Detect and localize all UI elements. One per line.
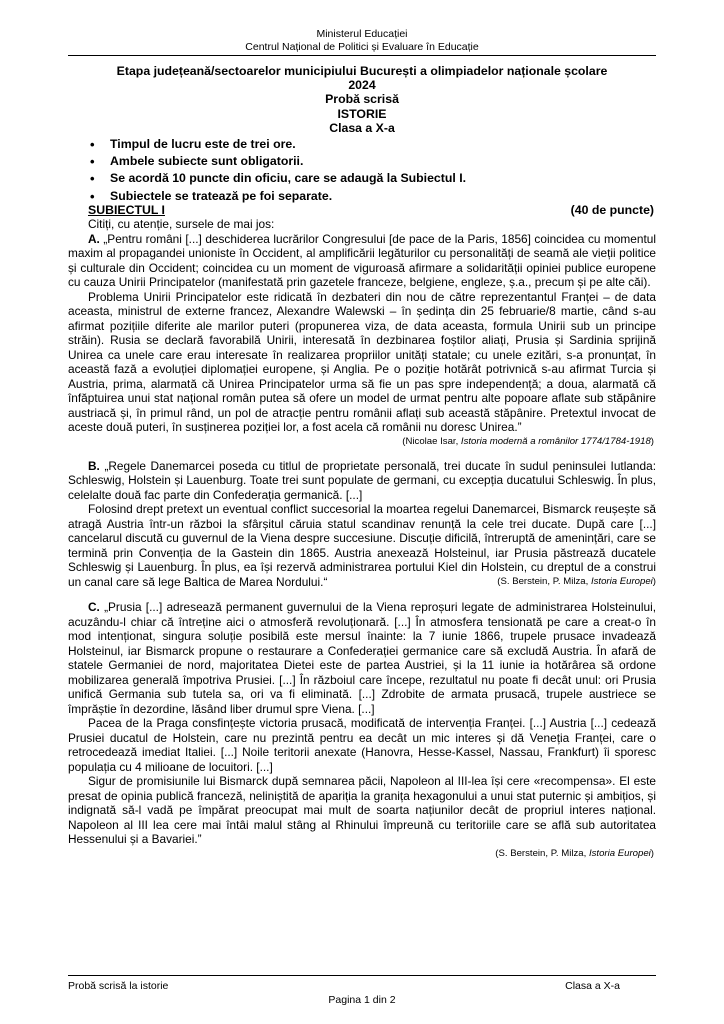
source-a-paragraph-2: Problema Unirii Principatelor este ridicată în dezbateri din nou de către reprezentantul Franței – de data aceasta, ministrul de externe francez, Alexandre Walewski – în ședința din 25 februarie/8 martie, când s-au afirmat pozițiile diferite ale marilor puteri (propunerea viza, de data aceasta, formula Unirii sub un principe străin). Rusia se declară favorabilă Unirii, interesată în dezbinarea foștilor aliați, Prusia și Sardinia sprijină Unirea ca unele care erau interesate în realizarea propriilor unități statale; cu unele ezitări, s-a pronunțat, în această fază a evoluției diplomației europene, și Anglia. Pe o poziție hotărât potrivnică s-au afirmat Turcia și Austria, prima, alarmată că Unirea Principatelor urma să fie un pas spre independență; a doua, alarmată că înfăptuirea unui stat național român putea să ofere un model de urmat pentru alte popoare aflate sub stăpânire austriacă și, în primul rând, un pol de atracție pentru românii aflați sub această stăpânire. Pretextul invocat de aceste două puteri, în susținerea poziției lor, a fost acela că românii nu doresc Unirea.”	[68, 289, 656, 434]
page-number: Pagina 1 din 2	[328, 994, 396, 1006]
exam-subject: ISTORIE	[337, 106, 387, 121]
exam-year: 2024	[348, 78, 376, 93]
exam-title-block	[60, 64, 664, 135]
footer-test-name: Probă scrisă la istorie	[68, 980, 169, 992]
source-b-letter: B.	[88, 458, 100, 473]
source-a-citation: (Nicolae Isar, Istoria modernă a românilor 1774/1784-1918)	[402, 435, 654, 447]
subject-heading	[88, 203, 654, 217]
footer-grade: Clasa a X-a	[565, 980, 620, 992]
source-c-paragraph-3: Sigur de promisiunile lui Bismarck după semnarea păcii, Napoleon al III-lea își cere «recompensa». El este presat de opinia publică franceză, neliniștită de apariția la granița hexagonului a unui stat puternic și ambițios, și indignată să-l vadă pe împărat preocupat mai mult de soarta națiunilor decât de propriul interes național. Napoleon al III lea cere mai întâi malul stâng al Rhinului împreună cu teritoriile care se află sub autoritatea Hessenului și a Bavariei.”	[68, 774, 656, 846]
document-body	[68, 217, 656, 860]
ministry-name: Ministerul Educației	[316, 28, 408, 40]
rule-item: • Subiectele se tratează pe foi separate.	[88, 188, 648, 205]
source-a-letter: A.	[88, 231, 100, 246]
exam-title: Etapa județeană/sectoarelor municipiului București a olimpiadelor naționale școlare	[116, 64, 608, 78]
intro-text: Citiți, cu atenție, sursele de mai jos:	[88, 217, 275, 231]
source-c-letter: C.	[88, 600, 100, 614]
footer-divider	[68, 975, 656, 976]
source-b-paragraph-1: B. „Regele Danemarcei poseda cu titlul de proprietate personală, trei ducate în sudul peninsulei Iutlanda: Schleswig, Holstein și Lauenburg. Toate trei sunt populate de germani, cu excepția ducatului Schleswig. În plus, celelalte două fac parte din Confederația germanică. [...]	[68, 458, 656, 502]
center-name: Centrul Național de Politici și Evaluare în Educație	[245, 41, 479, 53]
exam-grade: Clasa a X-a	[329, 120, 395, 135]
exam-test-type: Probă scrisă	[325, 92, 399, 107]
rule-item: • Timpul de lucru este de trei ore.	[88, 136, 648, 153]
source-c-citation: (S. Berstein, P. Milza, Istoria Europei)	[495, 847, 654, 859]
source-c-paragraph-1: C. „Prusia [...] adresează permanent guvernului de la Viena reproșuri legate de administrarea Holsteinului, acuzându-l chiar că întreține aici o atmosferă revoluționară. [...] În atmosfera tensionată pe care a creat-o în mod intenționat, singura soluție posibilă este mersul înainte: la 7 iunie 1866, trupele prusace invadează Holsteinul, iar Bismarck propune o restaurare a Confederației germanice care să excludă Austria. În afară de statele Germaniei de nord, majoritatea Dietei este de partea Austriei, și la 11 iunie ia hotărârea să ordone mobilizarea generală împotriva Prusiei. [...] În războiul care începe, rezultatul nu poate fi decât unul: ori Prusia unifică Germania sub tutela sa, ori va fi eliminată. [...] Zdrobite de armata prusacă, trupele austriece se împrăștie în dezordine, lăsând liber drumul spre Viena. [...]	[68, 600, 657, 716]
header-divider	[68, 55, 656, 56]
source-c-paragraph-2: Pacea de la Praga consfințește victoria prusacă, modificată de intervenția Franței. [...] Austria [...] cedează Prusiei ducatul de Holstein, care nu prezintă pentru ea decât un mic interes și dă Veneția Franței, care o retrocedează imediat Italiei. [...] Noile teritorii anexate (Hanovra, Hesse-Kassel, Nassau, Frankfurt) îi sporesc populația cu 4 milioane de locuitori. [...]	[68, 716, 656, 774]
source-a-paragraph-1: A. „Pentru români [...] deschiderea lucrărilor Congresului [de pace de la Paris, 1856] coincidea cu momentul maxim al propagandei unioniste în Occident, al amplificării legăturilor cu personalități de seamă ale vieții politice și culturale din Occident; coincidea cu un moment de viguroasă afirmare a solidarității opiniei publice europene cu cauza Unirii Principatelor (manifestată prin gazetele franceze, belgiene, engleze, ș.a., precum și pe alte căi).	[68, 231, 656, 289]
source-b-citation: (S. Berstein, P. Milza, Istoria Europei)	[497, 575, 656, 587]
rule-item: • Se acordă 10 puncte din oficiu, care se adaugă la Subiectul I.	[88, 170, 648, 187]
source-b-paragraph-2: Folosind drept pretext un eventual conflict succesorial la moartea regelui Danemarcei, Bismarck reușește să atragă Austria într-un război la sfârșitul căruia statul scandinav renunță la cele trei ducate. După care [...] cancelarul discută cu guvernul de la Viena despre succesiune. Discuție dificilă, întreruptă de amenințări, care se termină prin Convenția de la Gastein din 1865. Austria anexează Holsteinul, iar Prusia păstrează ducatele Schleswig și Lauenburg. În plus, ea își rezervă administrarea portului Kiel din Holstein, cu dreptul de a construi un canal care să lege Baltica de Marea Nordului.“ (S. Berstein, P. Milza, Istoria Europei)	[68, 502, 656, 589]
rule-item: • Ambele subiecte sunt obligatorii.	[88, 153, 648, 170]
subject-label: SUBIECTUL I	[88, 203, 165, 217]
exam-rules-list	[88, 136, 648, 205]
subject-points: (40 de puncte)	[570, 203, 654, 217]
